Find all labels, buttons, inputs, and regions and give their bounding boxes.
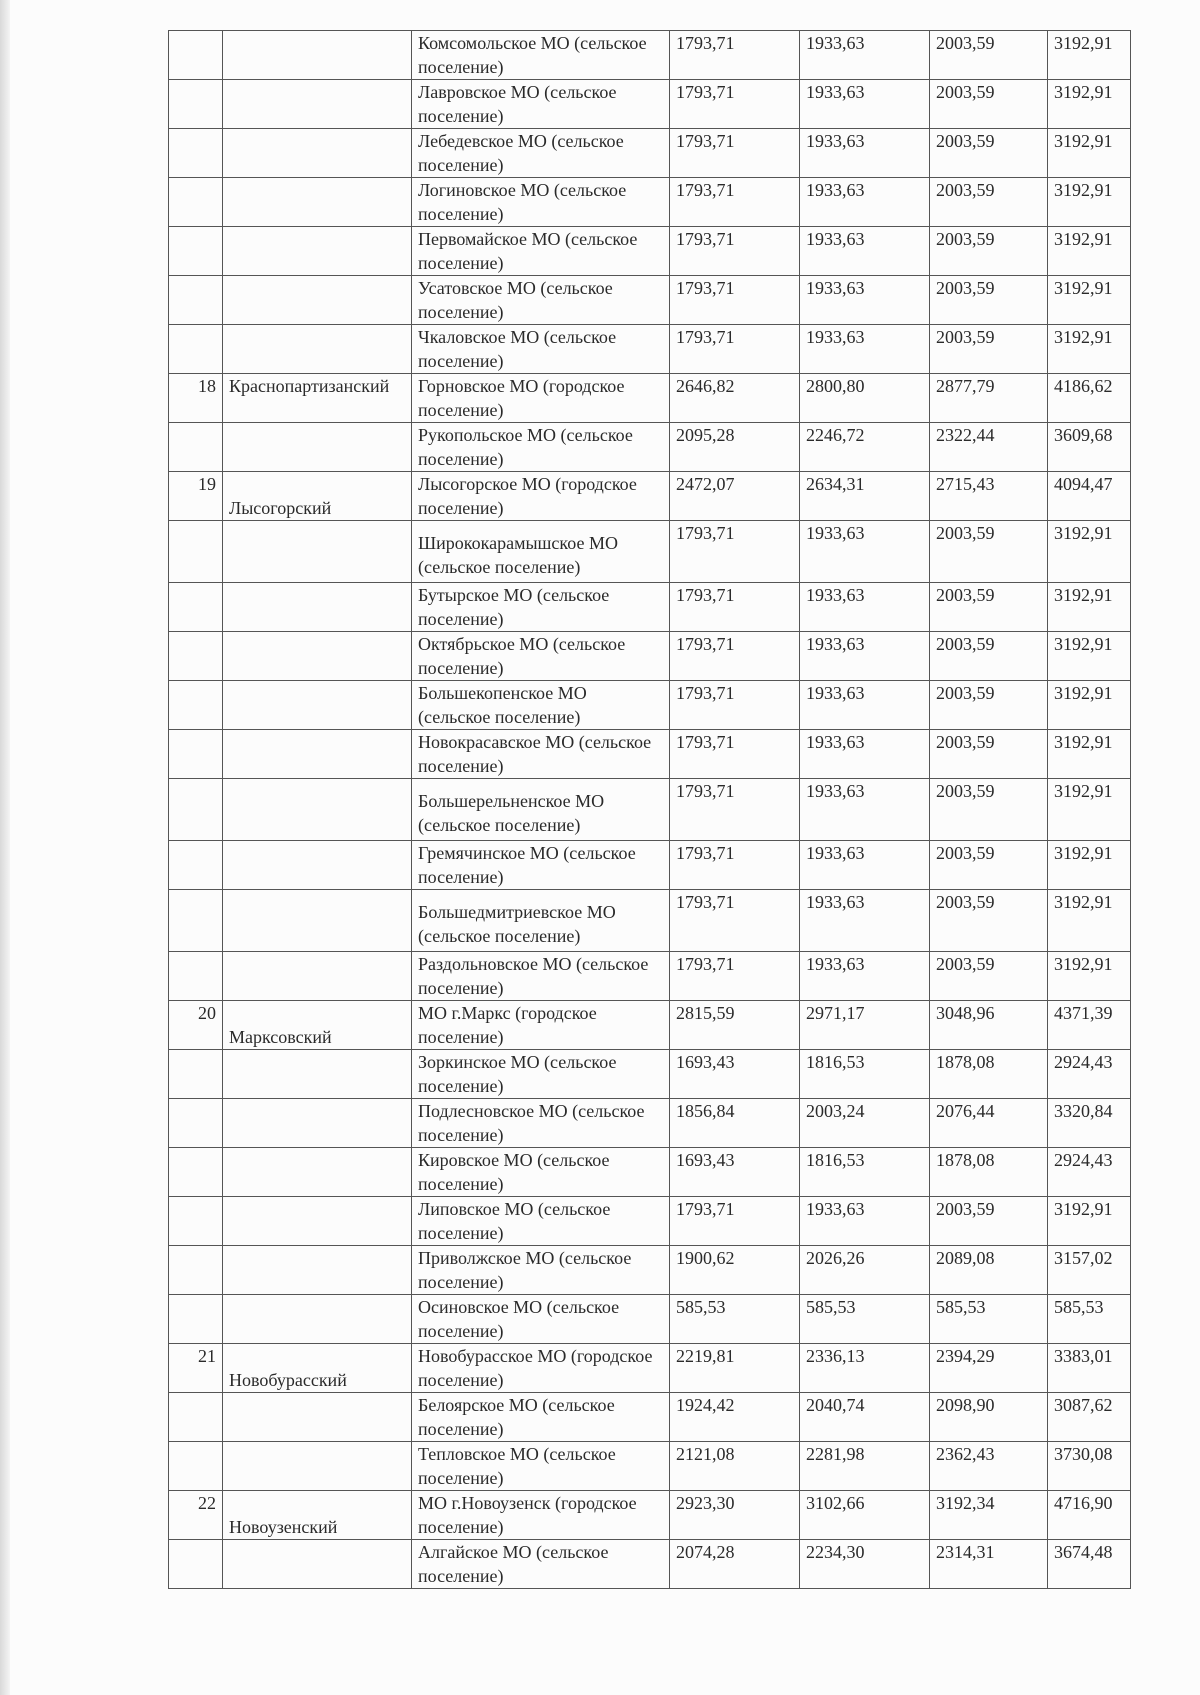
district-cell: Марксовский: [223, 1001, 412, 1050]
value-cell: 3192,34: [930, 1491, 1048, 1540]
district-cell: Новоузенский: [223, 1491, 412, 1540]
value-cell: 1793,71: [670, 1197, 800, 1246]
value-cell: 1933,63: [800, 681, 930, 730]
district-cell: [223, 779, 412, 841]
value-cell: 1793,71: [670, 890, 800, 952]
district-cell: [223, 325, 412, 374]
value-cell: 1933,63: [800, 80, 930, 129]
value-cell: 1878,08: [930, 1148, 1048, 1197]
value-cell: 2003,59: [930, 632, 1048, 681]
value-cell: 3192,91: [1048, 80, 1131, 129]
table-row: [169, 1295, 1131, 1344]
municipality-cell: Усатовское МО (сельское поселение): [412, 276, 670, 325]
municipality-cell: Алгайское МО (сельское поселение): [412, 1540, 670, 1589]
district-cell: [223, 841, 412, 890]
row-number-cell: [169, 841, 223, 890]
table-row: [169, 1491, 1131, 1540]
value-cell: 2923,30: [670, 1491, 800, 1540]
value-cell: 3192,91: [1048, 779, 1131, 841]
value-cell: 3192,91: [1048, 952, 1131, 1001]
value-cell: 2234,30: [800, 1540, 930, 1589]
value-cell: 4716,90: [1048, 1491, 1131, 1540]
table-row: [169, 632, 1131, 681]
value-cell: 4371,39: [1048, 1001, 1131, 1050]
municipality-cell: Новокрасавское МО (сельское поселение): [412, 730, 670, 779]
value-cell: 585,53: [800, 1295, 930, 1344]
value-cell: 2003,59: [930, 583, 1048, 632]
row-number-cell: [169, 681, 223, 730]
value-cell: 1933,63: [800, 1197, 930, 1246]
scan-edge: [0, 0, 10, 1695]
value-cell: 1933,63: [800, 129, 930, 178]
district-cell: Новобурасский: [223, 1344, 412, 1393]
row-number-cell: [169, 1197, 223, 1246]
municipality-cell: Гремячинское МО (сельское поселение): [412, 841, 670, 890]
value-cell: 1933,63: [800, 521, 930, 583]
value-cell: 1793,71: [670, 178, 800, 227]
municipality-cell: Лысогорское МО (городское поселение): [412, 472, 670, 521]
table-row: [169, 730, 1131, 779]
value-cell: 1933,63: [800, 31, 930, 80]
value-cell: 3383,01: [1048, 1344, 1131, 1393]
district-cell: [223, 632, 412, 681]
value-cell: 3102,66: [800, 1491, 930, 1540]
value-cell: 2003,59: [930, 80, 1048, 129]
municipality-cell: Первомайское МО (сельское поселение): [412, 227, 670, 276]
table-body: [169, 31, 1131, 1589]
value-cell: 2121,08: [670, 1442, 800, 1491]
value-cell: 3192,91: [1048, 681, 1131, 730]
value-cell: 2003,59: [930, 681, 1048, 730]
table-row: [169, 80, 1131, 129]
value-cell: 2003,59: [930, 521, 1048, 583]
municipality-cell: Новобурасское МО (городское поселение): [412, 1344, 670, 1393]
value-cell: 1933,63: [800, 632, 930, 681]
value-cell: 2336,13: [800, 1344, 930, 1393]
municipality-cell: Бутырское МО (сельское поселение): [412, 583, 670, 632]
value-cell: 1933,63: [800, 178, 930, 227]
row-number-cell: [169, 521, 223, 583]
table-row: [169, 129, 1131, 178]
value-cell: 3192,91: [1048, 129, 1131, 178]
municipality-cell: Тепловское МО (сельское поселение): [412, 1442, 670, 1491]
value-cell: 1693,43: [670, 1050, 800, 1099]
row-number-cell: [169, 31, 223, 80]
table-row: [169, 1197, 1131, 1246]
value-cell: 2246,72: [800, 423, 930, 472]
value-cell: 1793,71: [670, 276, 800, 325]
district-cell: [223, 681, 412, 730]
row-number-cell: [169, 1393, 223, 1442]
district-cell: [223, 730, 412, 779]
row-number-cell: [169, 1148, 223, 1197]
value-cell: 2098,90: [930, 1393, 1048, 1442]
value-cell: 2322,44: [930, 423, 1048, 472]
municipality-cell: Чкаловское МО (сельское поселение): [412, 325, 670, 374]
value-cell: 1793,71: [670, 325, 800, 374]
value-cell: 2074,28: [670, 1540, 800, 1589]
value-cell: 2003,59: [930, 890, 1048, 952]
value-cell: 2924,43: [1048, 1148, 1131, 1197]
municipality-cell: Октябрьское МО (сельское поселение): [412, 632, 670, 681]
row-number-cell: [169, 276, 223, 325]
value-cell: 2003,59: [930, 178, 1048, 227]
value-cell: 1900,62: [670, 1246, 800, 1295]
row-number-cell: [169, 80, 223, 129]
row-number-cell: 20: [169, 1001, 223, 1050]
row-number-cell: [169, 129, 223, 178]
table-row: [169, 178, 1131, 227]
value-cell: 3157,02: [1048, 1246, 1131, 1295]
value-cell: 2800,80: [800, 374, 930, 423]
value-cell: 1793,71: [670, 31, 800, 80]
value-cell: 2003,59: [930, 1197, 1048, 1246]
municipality-cell: Ширококарамышское МО (сельское поселение): [412, 521, 670, 583]
table-row: [169, 1246, 1131, 1295]
value-cell: 2971,17: [800, 1001, 930, 1050]
value-cell: 2281,98: [800, 1442, 930, 1491]
municipality-cell: Большедмитриевское МО (сельское поселение): [412, 890, 670, 952]
district-cell: [223, 1442, 412, 1491]
table-row: [169, 1344, 1131, 1393]
value-cell: 1793,71: [670, 841, 800, 890]
value-cell: 2219,81: [670, 1344, 800, 1393]
value-cell: 2646,82: [670, 374, 800, 423]
municipality-cell: Лавровское МО (сельское поселение): [412, 80, 670, 129]
value-cell: 2815,59: [670, 1001, 800, 1050]
table-row: [169, 31, 1131, 80]
value-cell: 2003,59: [930, 129, 1048, 178]
municipality-cell: Раздольновское МО (сельское поселение): [412, 952, 670, 1001]
tariff-table: [168, 30, 1131, 1589]
value-cell: 3192,91: [1048, 178, 1131, 227]
row-number-cell: [169, 227, 223, 276]
value-cell: 2715,43: [930, 472, 1048, 521]
district-cell: [223, 178, 412, 227]
municipality-cell: Приволжское МО (сельское поселение): [412, 1246, 670, 1295]
district-cell: [223, 1197, 412, 1246]
district-cell: [223, 1099, 412, 1148]
municipality-cell: Большерельненское МО (сельское поселение): [412, 779, 670, 841]
value-cell: 3192,91: [1048, 276, 1131, 325]
district-cell: [223, 890, 412, 952]
district-cell: [223, 952, 412, 1001]
municipality-cell: Логиновское МО (сельское поселение): [412, 178, 670, 227]
district-cell: [223, 227, 412, 276]
value-cell: 2003,59: [930, 276, 1048, 325]
municipality-cell: Рукопольское МО (сельское поселение): [412, 423, 670, 472]
row-number-cell: 19: [169, 472, 223, 521]
value-cell: 1924,42: [670, 1393, 800, 1442]
row-number-cell: [169, 730, 223, 779]
value-cell: 3192,91: [1048, 325, 1131, 374]
row-number-cell: [169, 1099, 223, 1148]
municipality-cell: Белоярское МО (сельское поселение): [412, 1393, 670, 1442]
row-number-cell: 18: [169, 374, 223, 423]
value-cell: 585,53: [930, 1295, 1048, 1344]
row-number-cell: [169, 632, 223, 681]
district-cell: [223, 276, 412, 325]
value-cell: 2634,31: [800, 472, 930, 521]
value-cell: 2003,59: [930, 227, 1048, 276]
value-cell: 2472,07: [670, 472, 800, 521]
row-number-cell: [169, 1540, 223, 1589]
value-cell: 1693,43: [670, 1148, 800, 1197]
value-cell: 3192,91: [1048, 1197, 1131, 1246]
table-row: [169, 1148, 1131, 1197]
table-row: [169, 681, 1131, 730]
value-cell: 1933,63: [800, 325, 930, 374]
table-row: [169, 890, 1131, 952]
value-cell: 2040,74: [800, 1393, 930, 1442]
value-cell: 2003,59: [930, 841, 1048, 890]
value-cell: 3192,91: [1048, 632, 1131, 681]
district-cell: Лысогорский: [223, 472, 412, 521]
row-number-cell: [169, 1442, 223, 1491]
value-cell: 1793,71: [670, 80, 800, 129]
value-cell: 2003,59: [930, 31, 1048, 80]
table-row: [169, 423, 1131, 472]
value-cell: 3730,08: [1048, 1442, 1131, 1491]
value-cell: 3192,91: [1048, 730, 1131, 779]
value-cell: 2003,59: [930, 952, 1048, 1001]
district-cell: [223, 129, 412, 178]
table-row: [169, 1099, 1131, 1148]
table-row: [169, 1050, 1131, 1099]
value-cell: 585,53: [670, 1295, 800, 1344]
value-cell: 1793,71: [670, 521, 800, 583]
district-cell: [223, 1148, 412, 1197]
value-cell: 1933,63: [800, 227, 930, 276]
value-cell: 4094,47: [1048, 472, 1131, 521]
table-row: [169, 583, 1131, 632]
value-cell: 1793,71: [670, 632, 800, 681]
value-cell: 4186,62: [1048, 374, 1131, 423]
value-cell: 3192,91: [1048, 521, 1131, 583]
municipality-cell: Зоркинское МО (сельское поселение): [412, 1050, 670, 1099]
value-cell: 1816,53: [800, 1050, 930, 1099]
table-row: [169, 1393, 1131, 1442]
value-cell: 2076,44: [930, 1099, 1048, 1148]
table-row: [169, 952, 1131, 1001]
table-row: [169, 374, 1131, 423]
district-cell: [223, 31, 412, 80]
municipality-cell: Кировское МО (сельское поселение): [412, 1148, 670, 1197]
value-cell: 1933,63: [800, 841, 930, 890]
row-number-cell: [169, 1246, 223, 1295]
value-cell: 1793,71: [670, 952, 800, 1001]
table-row: [169, 227, 1131, 276]
row-number-cell: [169, 423, 223, 472]
municipality-cell: МО г.Новоузенск (городское поселение): [412, 1491, 670, 1540]
district-cell: [223, 1393, 412, 1442]
value-cell: 2394,29: [930, 1344, 1048, 1393]
value-cell: 1878,08: [930, 1050, 1048, 1099]
table-row: [169, 325, 1131, 374]
district-cell: [223, 1540, 412, 1589]
row-number-cell: [169, 325, 223, 374]
row-number-cell: [169, 890, 223, 952]
value-cell: 2314,31: [930, 1540, 1048, 1589]
value-cell: 1933,63: [800, 952, 930, 1001]
table-row: [169, 1442, 1131, 1491]
value-cell: 1933,63: [800, 730, 930, 779]
municipality-cell: Лебедевское МО (сельское поселение): [412, 129, 670, 178]
value-cell: 1793,71: [670, 583, 800, 632]
value-cell: 2362,43: [930, 1442, 1048, 1491]
value-cell: 1933,63: [800, 583, 930, 632]
value-cell: 3192,91: [1048, 31, 1131, 80]
district-cell: [223, 1246, 412, 1295]
value-cell: 2877,79: [930, 374, 1048, 423]
table-row: [169, 1001, 1131, 1050]
municipality-cell: Подлесновское МО (сельское поселение): [412, 1099, 670, 1148]
value-cell: 3192,91: [1048, 841, 1131, 890]
value-cell: 3048,96: [930, 1001, 1048, 1050]
value-cell: 1793,71: [670, 681, 800, 730]
district-cell: [223, 583, 412, 632]
value-cell: 2924,43: [1048, 1050, 1131, 1099]
table-row: [169, 1540, 1131, 1589]
row-number-cell: [169, 1050, 223, 1099]
value-cell: 2089,08: [930, 1246, 1048, 1295]
table-row: [169, 779, 1131, 841]
municipality-cell: МО г.Маркс (городское поселение): [412, 1001, 670, 1050]
table-row: [169, 472, 1131, 521]
row-number-cell: [169, 178, 223, 227]
municipality-cell: Большекопенское МО (сельское поселение): [412, 681, 670, 730]
value-cell: 2003,59: [930, 779, 1048, 841]
value-cell: 3192,91: [1048, 227, 1131, 276]
value-cell: 1933,63: [800, 890, 930, 952]
row-number-cell: 21: [169, 1344, 223, 1393]
value-cell: 2003,59: [930, 325, 1048, 374]
value-cell: 2026,26: [800, 1246, 930, 1295]
district-cell: [223, 521, 412, 583]
value-cell: 1793,71: [670, 129, 800, 178]
value-cell: 585,53: [1048, 1295, 1131, 1344]
district-cell: [223, 1295, 412, 1344]
value-cell: 3192,91: [1048, 583, 1131, 632]
table-row: [169, 521, 1131, 583]
value-cell: 3087,62: [1048, 1393, 1131, 1442]
value-cell: 3320,84: [1048, 1099, 1131, 1148]
row-number-cell: [169, 779, 223, 841]
value-cell: 1793,71: [670, 227, 800, 276]
municipality-cell: Липовское МО (сельское поселение): [412, 1197, 670, 1246]
value-cell: 1856,84: [670, 1099, 800, 1148]
value-cell: 1793,71: [670, 779, 800, 841]
municipality-cell: Горновское МО (городское поселение): [412, 374, 670, 423]
value-cell: 2003,59: [930, 730, 1048, 779]
row-number-cell: [169, 1295, 223, 1344]
value-cell: 2095,28: [670, 423, 800, 472]
value-cell: 3192,91: [1048, 890, 1131, 952]
value-cell: 1933,63: [800, 779, 930, 841]
row-number-cell: [169, 952, 223, 1001]
value-cell: 1793,71: [670, 730, 800, 779]
district-cell: [223, 423, 412, 472]
district-cell: [223, 1050, 412, 1099]
row-number-cell: 22: [169, 1491, 223, 1540]
value-cell: 3609,68: [1048, 423, 1131, 472]
district-cell: Краснопартизанский: [223, 374, 412, 423]
municipality-cell: Комсомольское МО (сельское поселение): [412, 31, 670, 80]
district-cell: [223, 80, 412, 129]
value-cell: 1816,53: [800, 1148, 930, 1197]
value-cell: 1933,63: [800, 276, 930, 325]
row-number-cell: [169, 583, 223, 632]
value-cell: 3674,48: [1048, 1540, 1131, 1589]
table-row: [169, 276, 1131, 325]
table-row: [169, 841, 1131, 890]
value-cell: 2003,24: [800, 1099, 930, 1148]
municipality-cell: Осиновское МО (сельское поселение): [412, 1295, 670, 1344]
